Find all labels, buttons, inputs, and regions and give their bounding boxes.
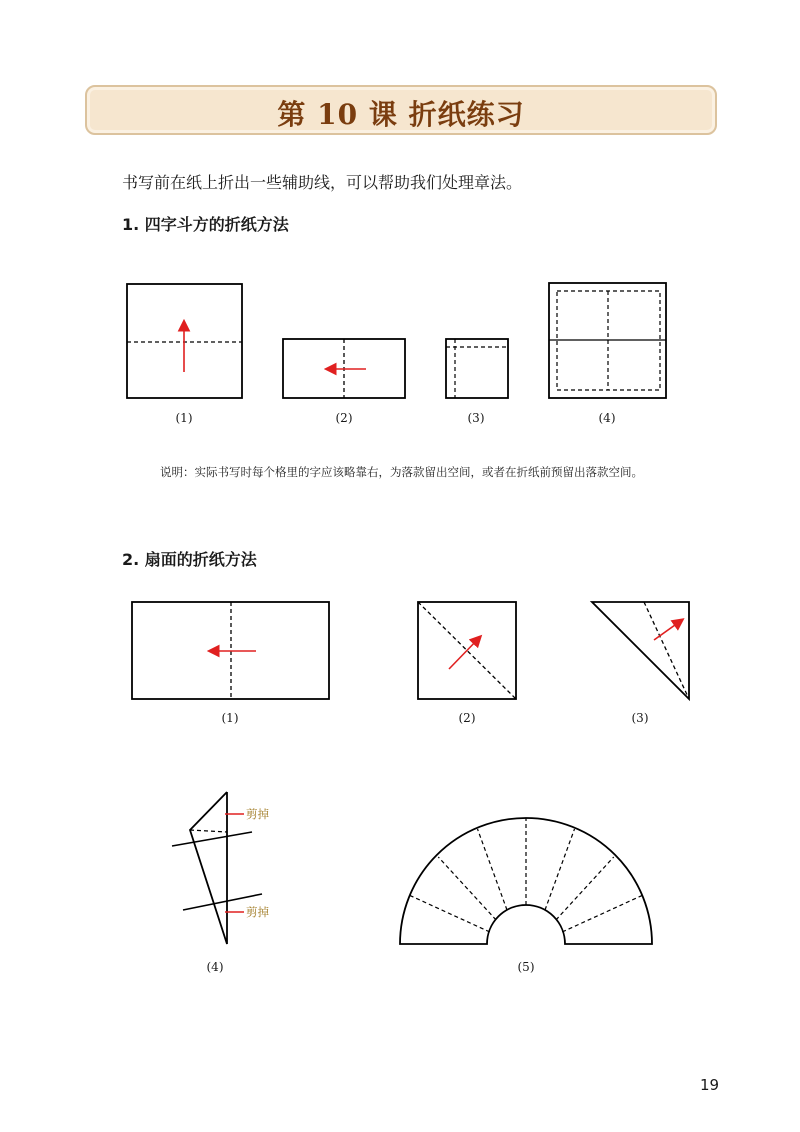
intro-paragraph: 书写前在纸上折出一些辅助线，可以帮助我们处理章法。: [122, 173, 523, 192]
fan-fold-step2: [418, 602, 516, 699]
s1-label-1: (1): [175, 411, 193, 425]
s2-label-4: (4): [206, 960, 224, 974]
s2-label-3: (3): [631, 711, 649, 725]
s1-label-2: (2): [335, 411, 353, 425]
s1-label-3: (3): [467, 411, 485, 425]
section2-heading: 2. 扇面的折纸方法: [122, 550, 257, 569]
cut-label-bottom: 剪掉: [246, 905, 269, 919]
square-fold-step3: [446, 339, 508, 398]
lesson-title: 第 10 课 折纸练习: [277, 98, 525, 131]
explanation-note: 说明：实际书写时每个格里的字应该略靠右，为落款留出空间，或者在折纸前预留出落款空间。: [160, 465, 643, 479]
fan-fold-step5: [400, 818, 652, 944]
s1-label-4: (4): [598, 411, 616, 425]
s2-label-2: (2): [458, 711, 476, 725]
square-fold-step4: [549, 283, 666, 398]
cut-label-top: 剪掉: [246, 807, 269, 821]
s2-label-1: (1): [221, 711, 239, 725]
fan-fold-step1: [132, 602, 329, 699]
square-fold-step1: [127, 284, 242, 398]
page-number: 19: [700, 1076, 720, 1094]
fan-fold-step3: [592, 602, 689, 699]
section1-heading: 1. 四字斗方的折纸方法: [122, 215, 289, 234]
square-fold-step2: [283, 339, 405, 398]
s2-label-5: (5): [517, 960, 535, 974]
